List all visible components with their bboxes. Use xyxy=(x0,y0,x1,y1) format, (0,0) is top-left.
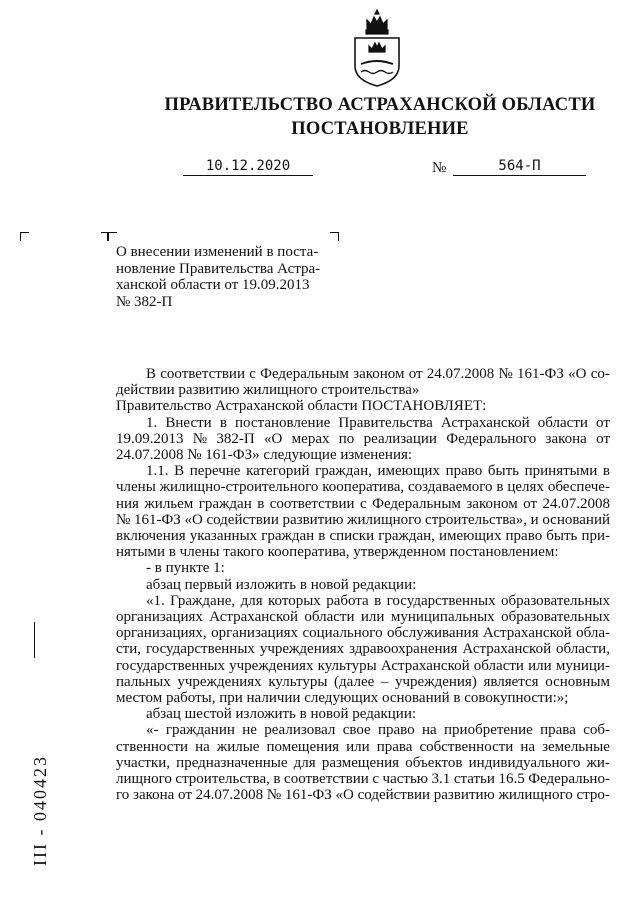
body-line: нятыми в члены такого кооператива, утвержденном постановлением: xyxy=(116,544,559,561)
body-line: местом работы, при наличии следующих оснований в совокупности:»; xyxy=(116,690,569,707)
body-line: организациях, организациях социального обслуживания Астраханской обла- xyxy=(116,625,610,642)
body-line: 1.1. В перечне категорий граждан, имеющих право быть принятыми в xyxy=(146,463,610,480)
body-line: абзац первый изложить в новой редакции: xyxy=(146,576,417,593)
document-date: 10.12.2020 xyxy=(183,158,313,176)
subject-line: ханской области от 19.09.2013 xyxy=(116,277,310,294)
document-body xyxy=(116,366,610,803)
body-line: го закона от 24.07.2008 № 161-ФЗ «О содействии развитию жилищного стро- xyxy=(116,787,610,804)
body-line: участки, предназначенные для размещения объектов индивидуального жи- xyxy=(116,754,610,771)
body-line: пальных учреждениях культуры (далее – учреждения) является основным xyxy=(116,673,610,690)
body-line: действии развитию жилищного строительства» xyxy=(116,382,420,399)
body-line: ния жильем граждан в соответствии с Федеральным законом от 24.07.2008 xyxy=(116,495,610,512)
subject-line: новление Правительства Астра- xyxy=(116,260,321,277)
document-type: ПОСТАНОВЛЕНИЕ xyxy=(291,119,469,139)
coat-of-arms-emblem xyxy=(349,8,405,88)
corner-mark xyxy=(101,232,108,241)
corner-mark xyxy=(108,232,117,241)
body-line: «1. Граждане, для которых работа в государственных образовательных xyxy=(146,592,610,609)
subject-line: О внесении изменений в поста- xyxy=(116,244,319,260)
government-title: ПРАВИТЕЛЬСТВО АСТРАХАНСКОЙ ОБЛАСТИ xyxy=(164,95,596,115)
body-line: - в пункте 1: xyxy=(146,560,225,577)
number-label: № xyxy=(432,160,447,176)
body-line: лищного строительства, в соответствии с частью 3.1 статьи 16.5 Федерально- xyxy=(116,771,610,788)
body-line: В соответствии с Федеральным законом от 24.07.2008 № 161-ФЗ «О со- xyxy=(146,366,610,382)
margin-line xyxy=(34,622,35,658)
body-line: государственных учреждениях культуры Астраханской области или муници- xyxy=(116,657,610,674)
body-line: включения указанных граждан в списки граждан, имеющих право быть при- xyxy=(116,528,610,545)
serial-number xyxy=(28,716,52,866)
corner-mark xyxy=(330,232,339,241)
document-subject xyxy=(116,244,338,310)
serial-number-text: III - 040423 xyxy=(30,755,50,866)
corner-mark xyxy=(20,232,29,241)
body-line: члены жилищно-строительного кооператива, создаваемого в целях обеспече- xyxy=(116,479,610,496)
body-line: «- гражданин не реализовал свое право на приобретение права соб- xyxy=(146,722,610,739)
body-line: ственности на жилые помещения или права собственности на земельные xyxy=(116,738,610,755)
document-number: 564-П xyxy=(453,158,586,176)
body-line: абзац шестой изложить в новой редакции: xyxy=(146,706,417,723)
body-line: 19.09.2013 № 382-П «О мерах по реализации Федерального закона от xyxy=(116,430,610,447)
body-line: организациях Астраханской области или муниципальных образовательных xyxy=(116,609,610,626)
body-line: Правительство Астраханской области ПОСТАНОВЛЯЕТ: xyxy=(116,398,487,415)
body-line: сти, государственных учреждениях здравоохранения Астраханской области, xyxy=(116,641,610,658)
body-line: 24.07.2008 № 161-ФЗ» следующие изменения: xyxy=(116,447,413,464)
subject-line: № 382-П xyxy=(116,293,173,310)
body-line: № 161-ФЗ «О содействии развитию жилищного строительства», и оснований xyxy=(116,511,610,528)
body-line: 1. Внести в постановление Правительства Астраханской области от xyxy=(146,414,610,431)
